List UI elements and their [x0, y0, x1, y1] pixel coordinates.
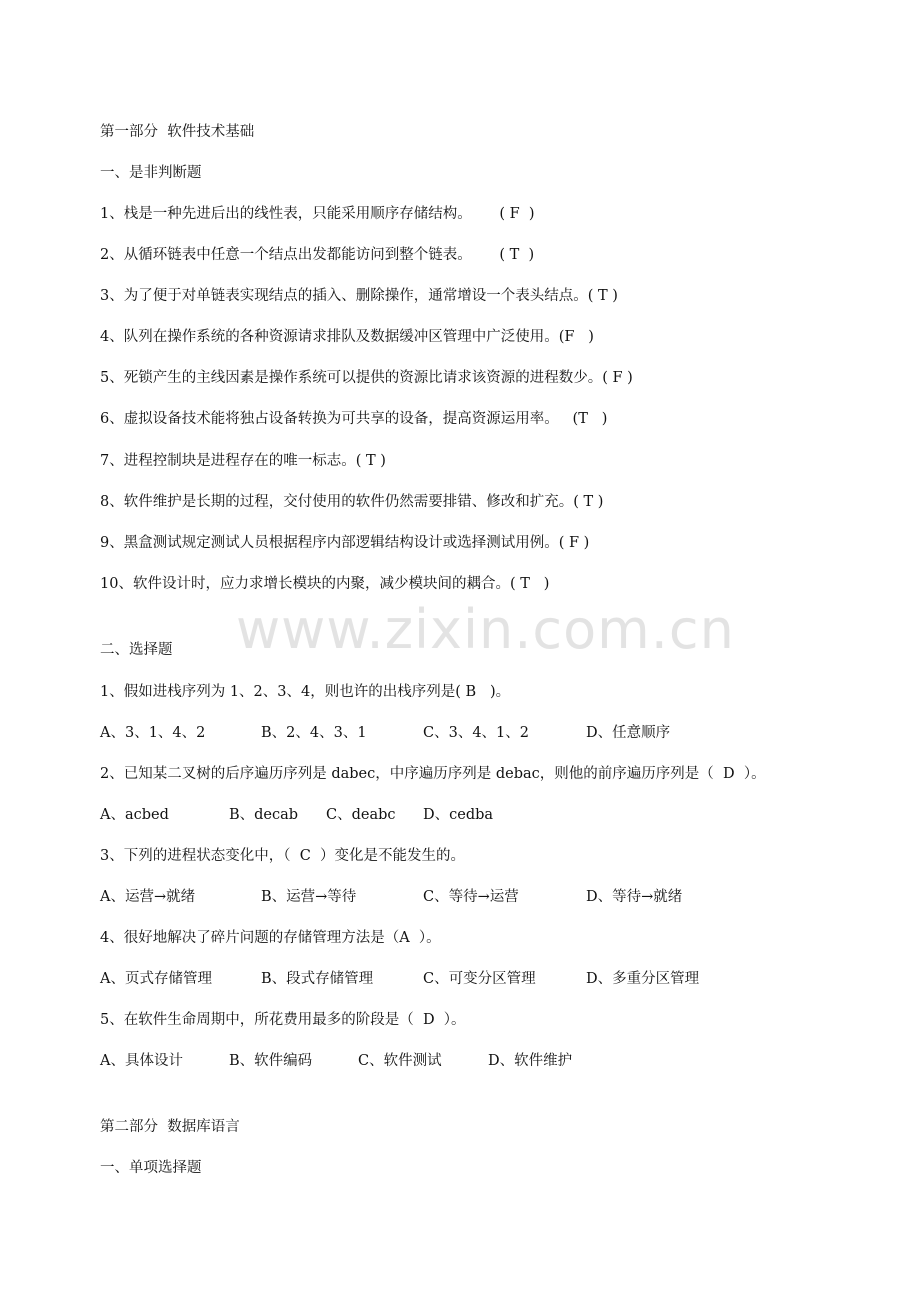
- mc-option: D、多重分区管理: [586, 971, 700, 987]
- tf-item-2: 2、从循环链表中任意一个结点出发都能访问到整个链表。 ( T ): [100, 247, 535, 263]
- watermark: www.zixin.com.cn: [236, 598, 735, 661]
- tf-item-1: 1、栈是一种先进后出的线性表，只能采用顺序存储结构。 ( F ): [100, 206, 535, 222]
- mc-option: C、deabc: [326, 807, 396, 823]
- tf-item-5: 5、死锁产生的主线因素是操作系统可以提供的资源比请求该资源的进程数少。( F ): [100, 370, 633, 386]
- mc-option: A、acbed: [100, 807, 169, 823]
- mc-question-1: 1、假如进栈序列为 1、2、3、4，则也许的出栈序列是( B )。: [100, 684, 511, 700]
- mc-option: D、cedba: [423, 807, 494, 823]
- mc-question-2: 2、已知某二叉树的后序遍历序列是 dabec，中序遍历序列是 debac，则他的前序遍历序列是（ D ）。: [100, 766, 766, 782]
- tf-item-6: 6、虚拟设备技术能将独占设备转换为可共享的设备，提高资源运用率。 (T ): [100, 411, 608, 427]
- mc-option: B、段式存储管理: [261, 971, 374, 987]
- mc-question-5: 5、在软件生命周期中，所花费用最多的阶段是（ D ）。: [100, 1012, 466, 1028]
- tf-item-9: 9、黑盒测试规定测试人员根据程序内部逻辑结构设计或选择测试用例。( F ): [100, 535, 590, 551]
- mc-option: D、等待→就绪: [586, 889, 683, 905]
- mc-option: A、页式存储管理: [100, 971, 212, 987]
- mc-option: A、3、1、4、2: [100, 725, 206, 741]
- mc-option: C、3、4、1、2: [423, 725, 529, 741]
- tf-item-3: 3、为了便于对单链表实现结点的插入、删除操作，通常增设一个表头结点。( T ): [100, 288, 618, 304]
- part1-title: 第一部分 软件技术基础: [100, 124, 255, 140]
- tf-item-8: 8、软件维护是长期的过程，交付使用的软件仍然需要排错、修改和扩充。( T ): [100, 494, 604, 510]
- mc-question-3: 3、下列的进程状态变化中，（ C ）变化是不能发生的。: [100, 848, 466, 864]
- mc-option: C、软件测试: [358, 1053, 442, 1069]
- mc-option: B、运营→等待: [261, 889, 357, 905]
- mc-heading: 二、选择题: [100, 642, 173, 658]
- mc-option: A、运营→就绪: [100, 889, 196, 905]
- mc-option: B、decab: [229, 807, 299, 823]
- part2-title: 第二部分 数据库语言: [100, 1119, 240, 1135]
- mc-option: A、具体设计: [100, 1053, 183, 1069]
- tf-item-7: 7、进程控制块是进程存在的唯一标志。( T ): [100, 453, 386, 469]
- tf-heading: 一、是非判断题: [100, 165, 202, 181]
- mc-question-4: 4、很好地解决了碎片问题的存储管理方法是（A ）。: [100, 930, 441, 946]
- mc-option: B、2、4、3、1: [261, 725, 367, 741]
- mc-option: D、软件维护: [488, 1053, 573, 1069]
- tf-item-10: 10、软件设计时，应力求增长模块的内聚，减少模块间的耦合。( T ): [100, 576, 550, 592]
- mc-option: C、等待→运营: [423, 889, 519, 905]
- mc-option: C、可变分区管理: [423, 971, 536, 987]
- mc-option: D、任意顺序: [586, 725, 671, 741]
- part2-heading: 一、单项选择题: [100, 1160, 202, 1176]
- mc-option: B、软件编码: [229, 1053, 313, 1069]
- tf-item-4: 4、队列在操作系统的各种资源请求排队及数据缓冲区管理中广泛使用。(F ): [100, 329, 594, 345]
